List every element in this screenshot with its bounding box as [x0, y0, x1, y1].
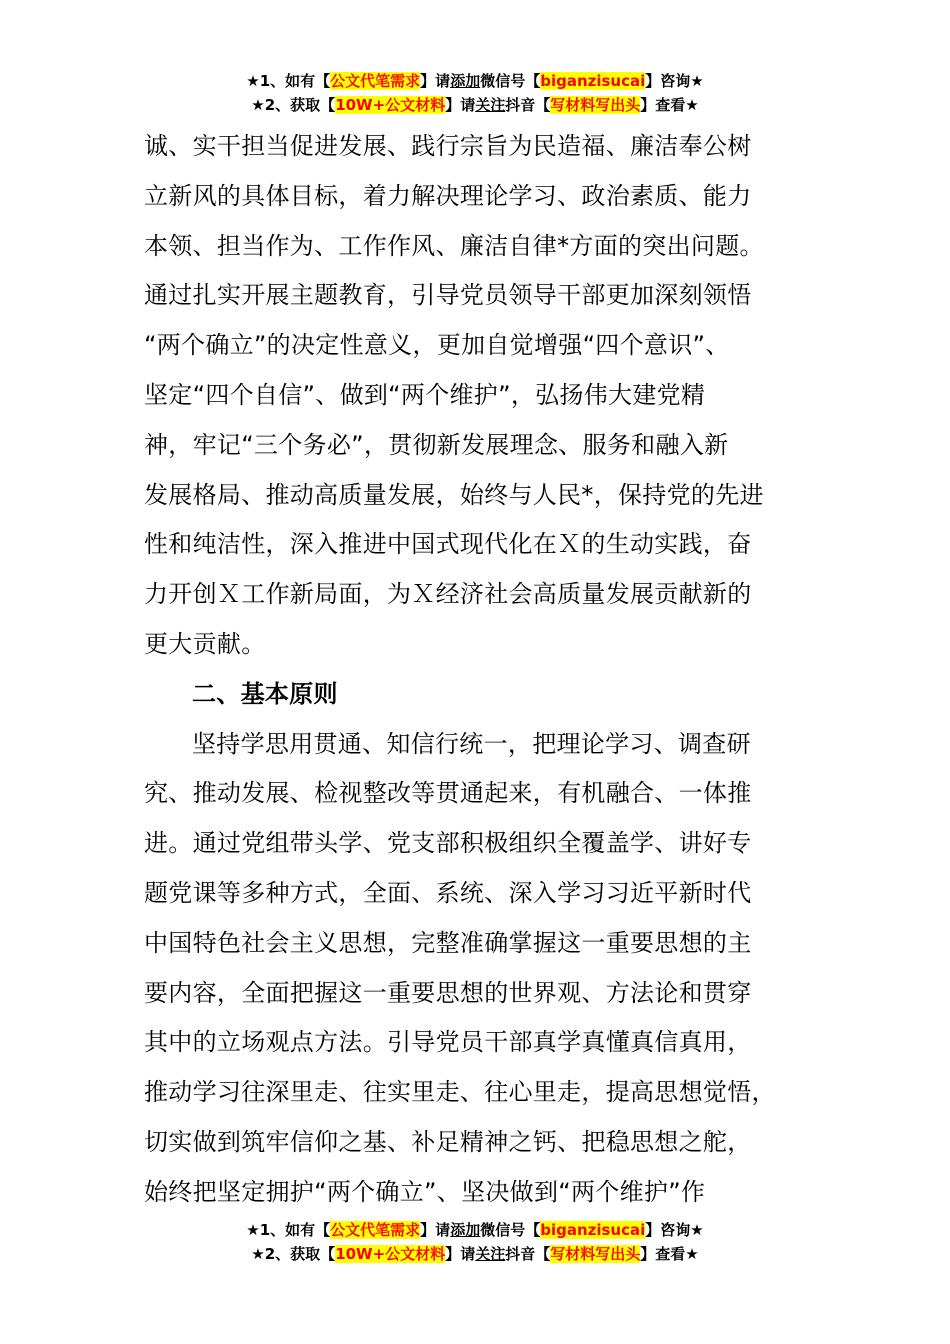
- banner-text: 】咨询★: [645, 1221, 704, 1239]
- paragraph-line: 性和纯洁性，深入推进中国式现代化在Ｘ的生动实践，奋: [144, 530, 752, 559]
- paragraph-line: 本领、担当作为、工作作风、廉洁自律*方面的突出问题。: [144, 231, 764, 260]
- paragraph-line: 要内容，全面把握这一重要思想的世界观、方法论和贯穿: [144, 978, 752, 1007]
- banner-line-2: [0, 93, 950, 117]
- banner-text: ★1、如有【: [246, 1221, 331, 1239]
- banner-text: ★1、如有【: [246, 72, 331, 90]
- section-heading: 二、基本原则: [192, 679, 338, 708]
- banner-text: 】请: [420, 72, 451, 90]
- paragraph-line: “两个确立”的决定性意义，更加自觉增强“四个意识”、: [144, 331, 730, 360]
- banner-text: 】请: [420, 1221, 451, 1239]
- banner-text: 微信号【: [480, 72, 541, 90]
- banner-text: ★2、获取【: [251, 96, 336, 114]
- banner-underlined: 添加: [450, 1221, 481, 1239]
- banner-line-2: [0, 1242, 950, 1266]
- banner-text: 微信号【: [480, 1221, 541, 1239]
- footer-banner: [0, 1218, 950, 1266]
- banner-underlined: 关注: [475, 1245, 506, 1263]
- banner-wechat-id: biganzisucai: [540, 1221, 646, 1239]
- paragraph-line: 其中的立场观点方法。引导党员干部真学真懂真信真用，: [144, 1028, 752, 1057]
- banner-highlight: 公文代笔需求: [330, 72, 421, 90]
- paragraph-line: 发展格局、推动高质量发展，始终与人民*，保持党的先进: [144, 480, 764, 509]
- paragraph-line: 中国特色社会主义思想，完整准确掌握这一重要思想的主: [144, 928, 752, 957]
- paragraph-line: 切实做到筑牢信仰之基、补足精神之钙、把稳思想之舵，: [144, 1127, 752, 1156]
- banner-douyin-id: 写材料写出头: [550, 96, 641, 114]
- paragraph-line: 通过扎实开展主题教育，引导党员领导干部更加深刻领悟: [144, 281, 752, 310]
- banner-underlined: 添加: [450, 72, 481, 90]
- banner-line-1: [0, 1218, 950, 1242]
- paragraph-line: 立新风的具体目标，着力解决理论学习、政治素质、能力: [144, 181, 752, 210]
- paragraph-line: 进。通过党组带头学、党支部积极组织全覆盖学、讲好专: [144, 829, 752, 858]
- banner-highlight: 10W+公文材料: [335, 96, 446, 114]
- paragraph-line: 更大贡献。: [144, 629, 266, 658]
- banner-text: 】请: [445, 96, 476, 114]
- paragraph-line: 坚定“四个自信”、做到“两个维护”，弘扬伟大建党精: [144, 380, 706, 409]
- banner-text: 】请: [445, 1245, 476, 1263]
- banner-line-1: [0, 69, 950, 93]
- banner-douyin-id: 写材料写出头: [550, 1245, 641, 1263]
- paragraph-line: 诚、实干担当促进发展、践行宗旨为民造福、廉洁奉公树: [144, 132, 752, 160]
- paragraph-line: 力开创Ｘ工作新局面，为Ｘ经济社会高质量发展贡献新的: [144, 580, 752, 609]
- banner-wechat-id: biganzisucai: [540, 72, 646, 90]
- paragraph-line: 推动学习往深里走、往实里走、往心里走，提高思想觉悟，: [144, 1078, 776, 1107]
- banner-highlight: 公文代笔需求: [330, 1221, 421, 1239]
- banner-text: 】查看★: [640, 1245, 699, 1263]
- banner-text: 】查看★: [640, 96, 699, 114]
- banner-text: ★2、获取【: [251, 1245, 336, 1263]
- document-body: [144, 122, 824, 1218]
- header-banner: [0, 69, 950, 117]
- paragraph-line: 题党课等多种方式，全面、系统、深入学习习近平新时代: [144, 878, 752, 907]
- banner-text: 抖音【: [505, 1245, 551, 1263]
- paragraph-line: 神，牢记“三个务必”，贯彻新发展理念、服务和融入新: [144, 430, 729, 459]
- banner-text: 】咨询★: [645, 72, 704, 90]
- paragraph-line: 始终把坚定拥护“两个确立”、坚决做到“两个维护”作: [144, 1177, 706, 1206]
- banner-underlined: 关注: [475, 96, 506, 114]
- paragraph-line: 究、推动发展、检视整改等贯通起来，有机融合、一体推: [144, 779, 752, 808]
- paragraph-line: 坚持学思用贯通、知信行统一，把理论学习、调查研: [192, 729, 751, 758]
- banner-text: 抖音【: [505, 96, 551, 114]
- banner-highlight: 10W+公文材料: [335, 1245, 446, 1263]
